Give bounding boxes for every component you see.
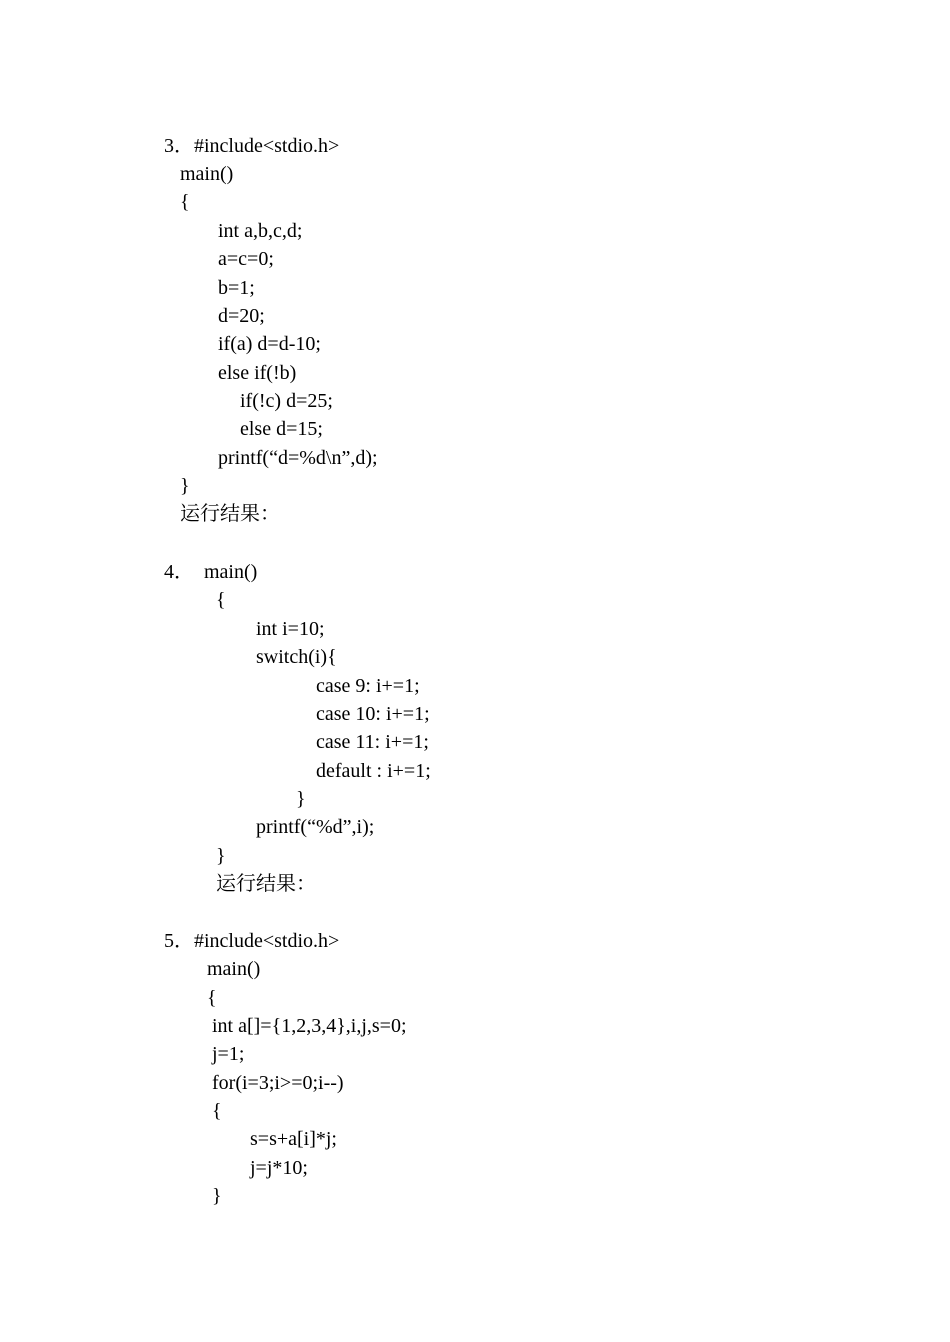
code-line: case 11: i+=1; — [316, 731, 429, 753]
code-line: j=j*10; — [250, 1157, 308, 1179]
code-line: s=s+a[i]*j; — [250, 1128, 337, 1150]
code-line: a=c=0; — [218, 248, 274, 270]
code-line: int a[]={1,2,3,4},i,j,s=0; — [212, 1015, 407, 1037]
code-line: main() — [180, 163, 234, 185]
code-line: } — [212, 1185, 222, 1207]
code-line: } — [216, 845, 226, 867]
code-line: { — [216, 589, 226, 611]
run-result-label: 运行结果： — [180, 503, 280, 525]
code-line: { — [212, 1100, 222, 1122]
code-line: d=20; — [218, 305, 265, 327]
code-line: } — [180, 475, 190, 497]
code-line: if(a) d=d-10; — [218, 333, 321, 355]
code-line: b=1; — [218, 277, 255, 299]
problem-4-header: 4． main() — [164, 561, 258, 583]
code-line: j=1; — [212, 1043, 245, 1065]
problem-5-header: 5．#include<stdio.h> — [164, 930, 340, 952]
code-line: int a,b,c,d; — [218, 220, 303, 242]
code-line: for(i=3;i>=0;i--) — [212, 1072, 344, 1094]
code-line: int i=10; — [256, 618, 325, 640]
code-line: else d=15; — [240, 418, 323, 440]
code-line: else if(!b) — [218, 362, 297, 384]
code-line: { — [180, 191, 190, 213]
code-line: { — [207, 987, 217, 1009]
run-result-label: 运行结果： — [216, 873, 316, 895]
code-line: printf(“%d”,i); — [256, 816, 375, 838]
problem-3-header: 3．#include<stdio.h> — [164, 135, 340, 157]
code-line: } — [296, 788, 306, 810]
code-line: printf(“d=%d\n”,d); — [218, 447, 378, 469]
code-line: switch(i){ — [256, 646, 337, 668]
code-line: default : i+=1; — [316, 760, 431, 782]
code-line: case 9: i+=1; — [316, 675, 420, 697]
code-line: if(!c) d=25; — [240, 390, 333, 412]
code-line: case 10: i+=1; — [316, 703, 430, 725]
code-line: main() — [207, 958, 261, 980]
